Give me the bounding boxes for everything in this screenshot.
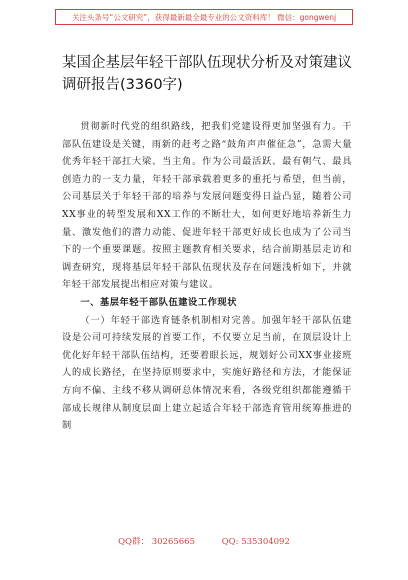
section-heading: 一、基层年轻干部队伍建设工作现状 bbox=[80, 296, 237, 308]
promo-banner-text: 关注头条号“公文研究”，获得最新最全最专业的公文资料库！ 微信：gongwenj bbox=[71, 12, 337, 22]
qq-group-text: QQ群： 30265665 bbox=[118, 537, 195, 547]
document-body bbox=[62, 118, 352, 435]
section-paragraph: （一）年轻干部选育链条机制相对完善。加强年轻干部队伍建设是公司可持续发展的首要工作，不仅要立足当前，在顶层设计上优化好年轻干部队伍结构，还要着眼长远，规划好公司XX事业接班人的成长路径，在坚持原则要求中，实施好路径和方法，才能保证方向不偏、主线不移从调研总体情况来看，各级党组织都能遵循干部成长规律从制度层面上建立起适合年轻干部选育管用统筹推进的制 bbox=[62, 314, 352, 432]
promo-banner bbox=[55, 9, 353, 25]
qq-contact-text: QQ: 535304092 bbox=[221, 537, 290, 547]
contact-footer bbox=[0, 535, 408, 547]
document-title: 某国企基层年轻干部队伍现状分析及对策建议调研报告(3360字) bbox=[62, 55, 352, 93]
intro-paragraph: 贯彻新时代党的组织路线，把我们党建设得更加坚强有力。干部队伍建设是关键，雨新的赶考之路“鼓角声声催征急”，急需大量优秀年轻干部扛大梁、当主角。作为公司最活跃、最有朝气、最具创造力的一支力量，年轻干部承载着更多的重托与希望，但当前，公司基层关于年轻干部的培养与发展问题变得日益凸显，随着公司XX事业的转型发展和XX工作的不断壮大，如何更好地培养新生力量、激发他们的潜力动能、促进年轻干部更好成长也成为了公司当下的一个重要课题。按照主题教育相关要求，结合前期基层走访和调查研究，现将基层年轻干部队伍现状及存在问题浅析如下，并就年轻干部发展提出相应对策与建议。 bbox=[62, 121, 352, 291]
